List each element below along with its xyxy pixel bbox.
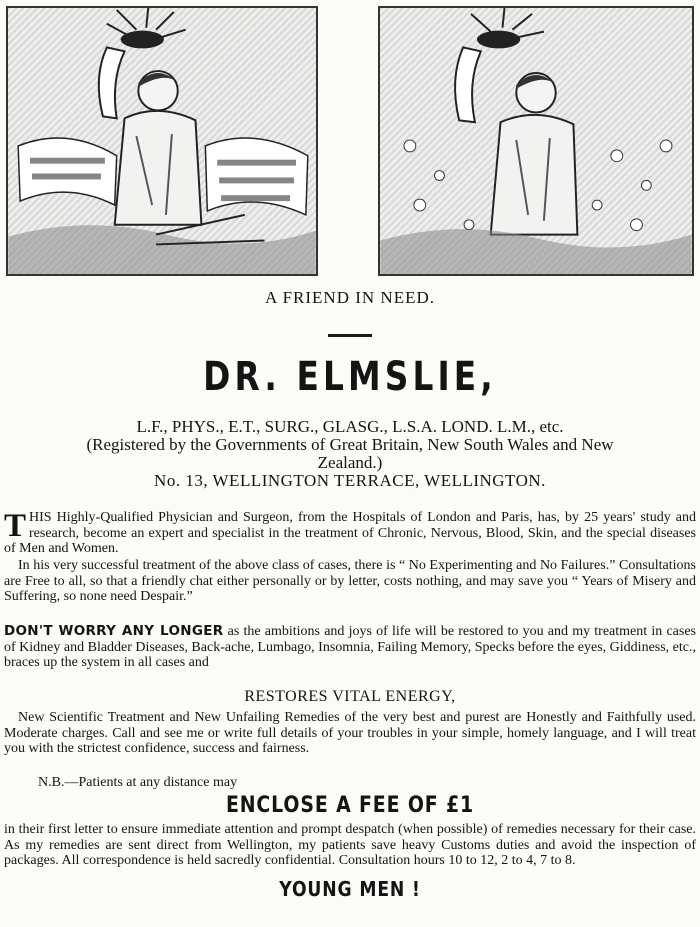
restores-vital-energy-heading: RESTORES VITAL ENERGY,	[244, 688, 456, 705]
paragraph-dont-worry	[4, 624, 696, 671]
doctor-name-heading: DR. ELMSLIE,	[203, 354, 497, 400]
registration-line-1: (Registered by the Governments of Great Britain, New South Wales and New	[86, 435, 614, 454]
fee-heading: ENCLOSE A FEE OF £1	[225, 793, 475, 818]
paragraph-new-treatment	[4, 710, 696, 757]
paragraph-first-letter-text: in their first letter to ensure immediate attention and prompt despatch (when possible) of remedies necessary for their case. As my remedies are sent direct from Wellington, my patients save heavy Customs duties and avoid the inspection of packages. All correspondence is held sacredly confidential. Consultation hours 10 to 12, 2 to 4, 7 to 8.	[4, 822, 696, 868]
illustrations	[0, 6, 700, 278]
registration-line-2: Zealand.)	[317, 453, 383, 472]
illustration-left	[6, 6, 318, 276]
woman-with-torch-image-left	[8, 8, 316, 274]
drop-cap: T	[4, 508, 27, 544]
paragraph-intro	[4, 510, 696, 557]
paragraph-dont-worry-text: as the ambitions and joys of life will be restored to you and my treatment in cases of Kidney and Bladder Diseases, Back-ache, Lumbago, Insomnia, Failing Memory, Specks before the eyes, Giddiness, etc., braces up the system in all cases and	[4, 624, 696, 670]
paragraph-first-letter	[4, 822, 696, 869]
nb-note: N.B.—Patients at any distance may	[38, 775, 238, 790]
paragraph-treatment	[4, 558, 696, 605]
illustration-right	[378, 6, 694, 276]
divider	[328, 334, 372, 337]
paragraph-new-treatment-text: New Scientific Treatment and New Unfailing Remedies of the very best and purest are Honestly and Faithfully used. Moderate charges. Call and see me or write full details of your troubles in your simple, homely language, and I will treat you with the strictest confidence, success and fairness.	[4, 710, 696, 756]
address: No. 13, WELLINGTON TERRACE, WELLINGTON.	[154, 471, 546, 490]
credentials: L.F., PHYS., E.T., SURG., GLASG., L.S.A. LOND. L.M., etc.	[136, 417, 564, 436]
dont-worry-lead: DON'T WORRY ANY LONGER	[4, 623, 224, 639]
paragraph-treatment-text: In his very successful treatment of the above class of cases, there is “ No Experimenting and No Failures.” Consultations are Free to all, so that a friendly chat either personally or by letter, costs nothing, and may save you “ Years of Misery and Suffering, so none need Despair.”	[4, 558, 696, 604]
caption: A FRIEND IN NEED.	[265, 288, 435, 307]
paragraph-intro-text: HIS Highly-Qualified Physician and Surgeon, from the Hospitals of London and Paris, has, by 25 years' study and research, become an expert and specialist in the treatment of Chronic, Nervous, Blood, Skin, and the special diseases of Men and Women.	[4, 510, 696, 556]
young-men-heading: YOUNG MEN !	[279, 877, 421, 901]
woman-with-torch-image-right	[380, 8, 692, 274]
